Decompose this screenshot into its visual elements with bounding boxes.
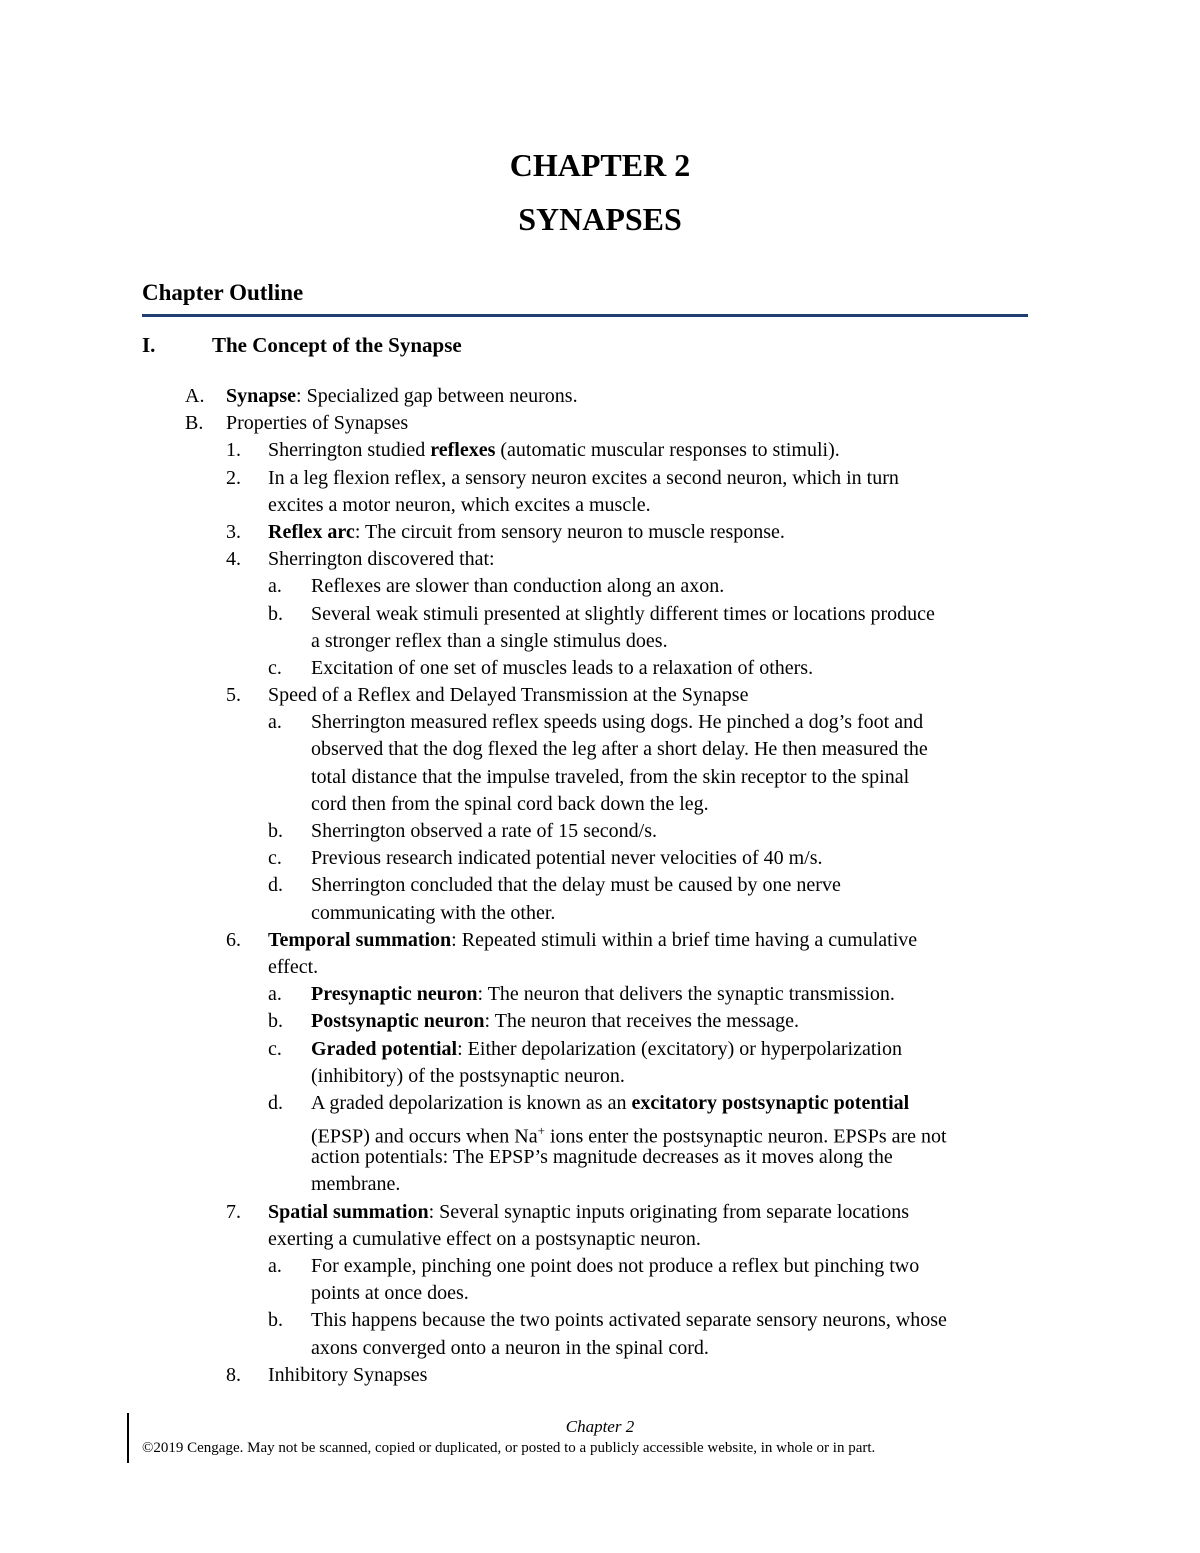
item-text-rest: (automatic muscular responses to stimuli).: [495, 439, 840, 462]
item-text: Previous research indicated potential never velocities of 40 m/s.: [311, 847, 823, 870]
item-text: [311, 1036, 902, 1063]
item-text: Inhibitory Synapses: [268, 1363, 428, 1386]
item-text: axons converged onto a neuron in the spinal cord.: [311, 1336, 709, 1359]
item-text: [268, 927, 917, 954]
item-text: Several weak stimuli presented at slightly different times or locations produce: [311, 602, 935, 625]
item-text: total distance that the impulse traveled, from the skin receptor to the spinal: [311, 765, 910, 788]
outline-item-6b: [0, 1008, 1200, 1035]
item-label: b.: [268, 820, 283, 842]
section-number: I.: [142, 333, 156, 357]
key-term: Presynaptic neuron: [311, 983, 478, 1006]
item-text: Sherrington concluded that the delay must be caused by one nerve: [311, 874, 841, 897]
key-term: Postsynaptic neuron: [311, 1010, 485, 1033]
item-label: 6.: [226, 928, 241, 951]
outline-item-6d-cont: [0, 1144, 1200, 1171]
item-text-rest: ions enter the postsynaptic neuron. EPSPs are not: [544, 1125, 947, 1148]
item-label: c.: [268, 656, 282, 679]
item-text: Properties of Synapses: [226, 412, 409, 435]
outline-item-7a-cont: [0, 1280, 1200, 1307]
item-text-pre: Sherrington studied: [268, 439, 431, 462]
item-text: Reflexes are slower than conduction along an axon.: [311, 575, 725, 598]
outline-item-3: [0, 519, 1200, 546]
item-text: effect.: [268, 955, 319, 978]
outline-item-6d-cont: [0, 1171, 1200, 1198]
outline-item-8: [0, 1362, 1200, 1389]
item-text: Sherrington measured reflex speeds using dogs. He pinched a dog’s foot and: [311, 711, 924, 734]
item-label: a.: [268, 983, 282, 1006]
item-label: 4.: [226, 548, 241, 571]
outline-body: [0, 383, 1200, 1389]
section-title: The Concept of the Synapse: [212, 333, 462, 357]
item-text-rest: : The neuron that receives the message.: [484, 1010, 800, 1033]
outline-item-4c: [0, 655, 1200, 682]
outline-item-6d-cont: [0, 1117, 1200, 1148]
item-label: c.: [268, 847, 282, 870]
footer-copyright: ©2019 Cengage. May not be scanned, copied or duplicated, or posted to a publicly accessible website, in whole or in part.: [142, 1440, 876, 1456]
chapter-number: CHAPTER 2: [509, 147, 691, 183]
outline-item-5d-cont: [0, 900, 1200, 927]
item-text-rest: : Either depolarization (excitatory) or hyperpolarization: [457, 1037, 902, 1060]
footer-chapter: Chapter 2: [565, 1417, 635, 1436]
item-label: b.: [268, 1309, 283, 1332]
outline-item-4: [0, 546, 1200, 573]
item-text: This happens because the two points activated separate sensory neurons, whose: [311, 1309, 947, 1332]
outline-item-5a-cont: [0, 736, 1200, 763]
outline-item-7a: [0, 1253, 1200, 1280]
item-text: [311, 981, 895, 1008]
key-term: reflexes: [430, 439, 496, 462]
key-term: Temporal summation: [268, 928, 452, 951]
item-text: action potentials: The EPSP’s magnitude decreases as it moves along the: [311, 1146, 893, 1169]
outline-item-6d: [0, 1090, 1200, 1117]
outline-item-6c: [0, 1036, 1200, 1063]
key-term: excitatory postsynaptic potential: [631, 1091, 910, 1114]
outline-item-5a: [0, 709, 1200, 736]
key-term: Synapse: [226, 385, 297, 407]
item-text: points at once does.: [311, 1282, 469, 1305]
item-text: (inhibitory) of the postsynaptic neuron.: [311, 1064, 625, 1087]
key-term: Reflex arc: [268, 520, 355, 543]
item-text: cord then from the spinal cord back down the leg.: [311, 792, 709, 815]
outline-item-4b: [0, 601, 1200, 628]
page-title: [0, 138, 1200, 246]
item-label: b.: [268, 1010, 283, 1033]
item-label: b.: [268, 602, 283, 625]
item-label: 7.: [226, 1200, 241, 1223]
outline-item-2-cont: [0, 492, 1200, 519]
item-text: Speed of a Reflex and Delayed Transmission at the Synapse: [268, 684, 749, 707]
item-text-pre: A graded depolarization is known as an: [311, 1091, 632, 1114]
outline-item-6a: [0, 981, 1200, 1008]
outline-item-7: [0, 1199, 1200, 1226]
item-text-rest: : The circuit from sensory neuron to muscle response.: [354, 520, 785, 543]
item-label: 5.: [226, 684, 241, 707]
outline-item-7-cont: [0, 1226, 1200, 1253]
item-label: B.: [185, 412, 204, 435]
item-text-rest: : Specialized gap between neurons.: [296, 385, 578, 407]
outline-item-6-cont: [0, 954, 1200, 981]
item-text: excites a motor neuron, which excites a muscle.: [268, 493, 651, 516]
item-label: A.: [185, 385, 205, 407]
outline-item-4b-cont: [0, 628, 1200, 655]
item-label: c.: [268, 1037, 282, 1060]
item-text: a stronger reflex than a single stimulus does.: [311, 629, 668, 652]
item-text: [226, 383, 578, 410]
outline-item-5b: [0, 818, 1200, 845]
item-text: observed that the dog flexed the leg after a short delay. He then measured the: [311, 738, 928, 761]
item-text: communicating with the other.: [311, 901, 556, 924]
item-label: 8.: [226, 1363, 241, 1386]
item-text: Sherrington discovered that:: [268, 548, 495, 571]
outline-item-b: [0, 410, 1200, 437]
item-label: 1.: [226, 439, 241, 462]
item-label: d.: [268, 1091, 283, 1114]
outline-item-5: [0, 682, 1200, 709]
chapter-title: SYNAPSES: [518, 201, 682, 237]
item-text: [311, 1090, 909, 1117]
item-text: [268, 437, 840, 464]
item-label: d.: [268, 874, 283, 897]
item-text: [268, 519, 785, 546]
item-label: 2.: [226, 466, 241, 489]
outline-item-5a-cont: [0, 791, 1200, 818]
item-label: 3.: [226, 520, 241, 543]
item-text: [268, 1199, 909, 1226]
outline-heading: Chapter Outline: [142, 280, 304, 305]
item-text: [311, 1008, 799, 1035]
item-label: a.: [268, 575, 282, 598]
item-text-rest: : Several synaptic inputs originating from separate locations: [428, 1200, 910, 1223]
item-label: a.: [268, 1255, 282, 1277]
item-text-rest: : The neuron that delivers the synaptic transmission.: [477, 983, 895, 1006]
item-text: For example, pinching one point does not produce a reflex but pinching two: [311, 1255, 920, 1277]
item-label: a.: [268, 711, 282, 734]
outline-item-2: [0, 465, 1200, 492]
outline-item-6c-cont: [0, 1063, 1200, 1090]
key-term: Graded potential: [311, 1037, 458, 1060]
item-text-pre: (EPSP) and occurs when Na: [311, 1125, 538, 1148]
item-text: exerting a cumulative effect on a postsynaptic neuron.: [268, 1227, 701, 1250]
outline-item-1: [0, 437, 1200, 464]
outline-item-a: [0, 383, 1200, 410]
outline-item-5d: [0, 872, 1200, 899]
item-text-rest: : Repeated stimuli within a brief time having a cumulative: [451, 928, 918, 951]
outline-item-5a-cont: [0, 764, 1200, 791]
outline-item-6: [0, 927, 1200, 954]
heading-divider: [142, 314, 1028, 317]
outline-item-5c: [0, 845, 1200, 872]
item-text: membrane.: [311, 1173, 401, 1196]
outline-item-7b-cont: [0, 1335, 1200, 1362]
key-term: Spatial summation: [268, 1200, 429, 1223]
outline-item-7b: [0, 1307, 1200, 1334]
outline-item-4a: [0, 573, 1200, 600]
item-text: Excitation of one set of muscles leads to a relaxation of others.: [311, 656, 814, 679]
item-text: Sherrington observed a rate of 15 second/s.: [311, 820, 658, 842]
item-text: In a leg flexion reflex, a sensory neuron excites a second neuron, which in turn: [268, 466, 899, 489]
superscript-plus: +: [537, 1123, 545, 1139]
